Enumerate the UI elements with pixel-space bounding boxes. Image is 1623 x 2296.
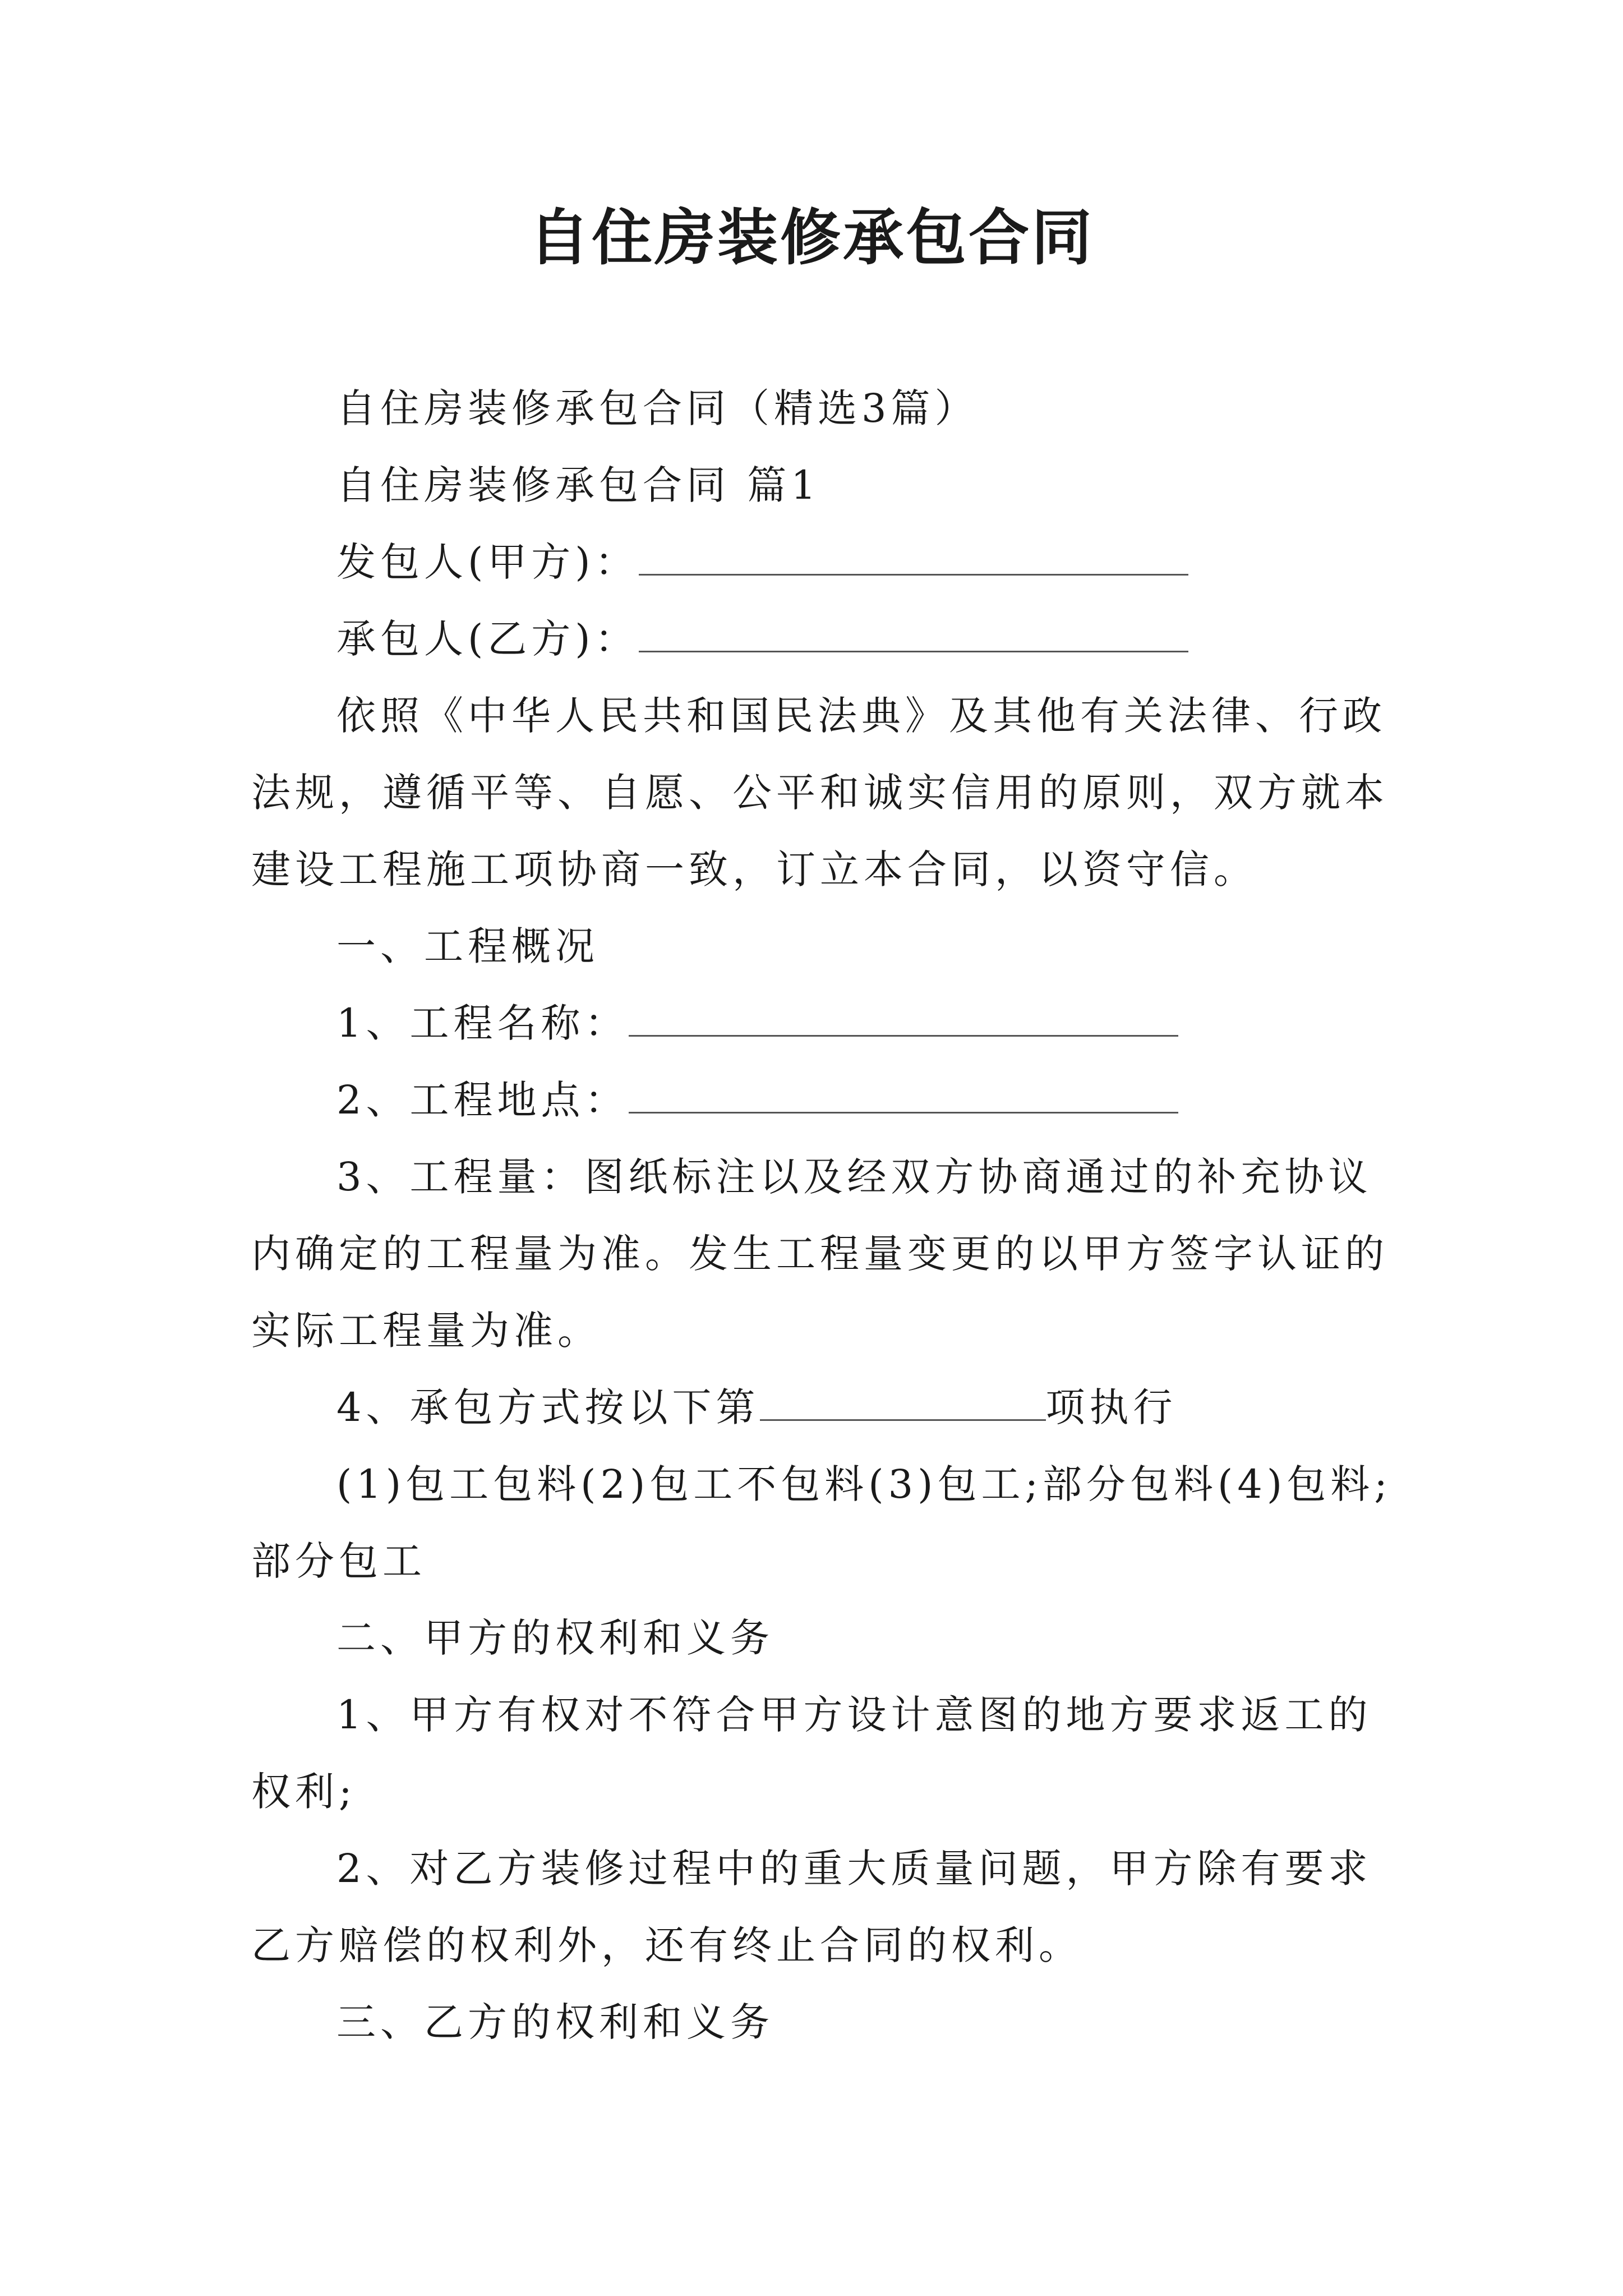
project-location-label: 2、工程地点： (336, 1077, 629, 1123)
party-a-row (336, 534, 1188, 590)
project-name-row (336, 995, 1178, 1051)
contract-method-suffix: 项执行 (1045, 1384, 1177, 1430)
project-location-row (336, 1072, 1178, 1128)
section-heading: 三、乙方的权利和义务 (336, 1999, 774, 2045)
document-title: 自住房装修承包合同 (528, 203, 1094, 273)
paragraph-line: (1)包工包料(2)包工不包料(3)包工;部分包料(4)包料; (336, 1461, 1392, 1507)
party-b-label: 承包人(乙方)： (336, 616, 639, 662)
contract-method-blank (760, 1387, 1046, 1421)
paragraph-line: 3、工程量：图纸标注以及经双方协商通过的补充协议 (336, 1154, 1372, 1200)
paragraph-line: 2、对乙方装修过程中的重大质量问题，甲方除有要求 (336, 1846, 1372, 1892)
contract-method-prefix: 4、承包方式按以下第 (336, 1384, 760, 1430)
project-name-blank (629, 1002, 1178, 1037)
party-a-blank (639, 541, 1188, 576)
document-subtitle: 自住房装修承包合同（精选3篇） (336, 385, 979, 431)
paragraph-line: 部分包工 (251, 1538, 426, 1584)
part-heading: 自住房装修承包合同 篇1 (336, 462, 820, 508)
paragraph-line: 依照《中华人民共和国民法典》及其他有关法律、行政 (336, 693, 1386, 739)
project-name-label: 1、工程名称： (336, 1000, 629, 1046)
party-a-label: 发包人(甲方)： (336, 539, 639, 585)
paragraph-line: 乙方赔偿的权利外，还有终止合同的权利。 (251, 1922, 1082, 1968)
paragraph-line: 建设工程施工项协商一致，订立本合同，以资守信。 (251, 846, 1257, 892)
paragraph-line: 实际工程量为准。 (251, 1308, 601, 1354)
section-heading: 一、工程概况 (336, 923, 599, 969)
paragraph-line: 内确定的工程量为准。发生工程量变更的以甲方签字认证的 (251, 1231, 1389, 1277)
paragraph-line: 法规，遵循平等、自愿、公平和诚实信用的原则，双方就本 (251, 770, 1389, 816)
paragraph-line: 权利; (251, 1769, 357, 1815)
contract-method-row (336, 1379, 1177, 1435)
section-heading: 二、甲方的权利和义务 (336, 1615, 774, 1661)
party-b-row (336, 611, 1188, 667)
project-location-blank (629, 1079, 1178, 1114)
party-b-blank (639, 618, 1188, 652)
paragraph-line: 1、甲方有权对不符合甲方设计意图的地方要求返工的 (336, 1692, 1372, 1738)
